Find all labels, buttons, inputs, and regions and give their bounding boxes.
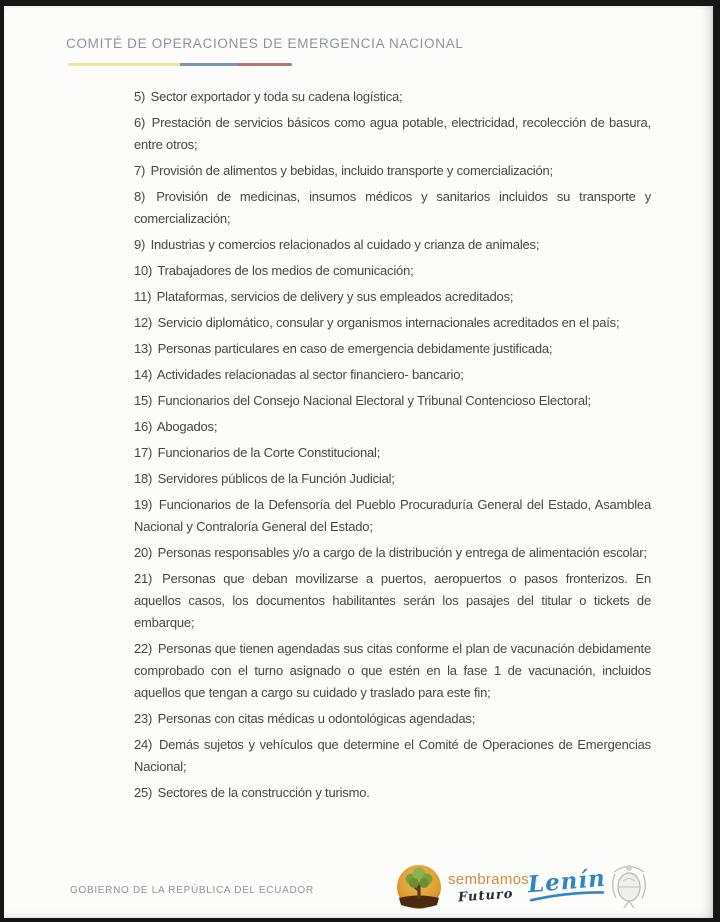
- item-text: Funcionarios de la Defensoría del Pueblo Procuraduría General del Estado, Asamblea Nacional y Contraloría General del Estado;: [134, 497, 651, 534]
- list-item: [134, 638, 651, 704]
- list-item: [134, 708, 651, 730]
- item-text: Personas particulares en caso de emergencia debidamente justificada;: [157, 341, 553, 356]
- item-number: 22): [134, 641, 153, 656]
- item-text: Industrias y comercios relacionados al cuidado y crianza de animales;: [150, 237, 540, 252]
- item-number: 13): [134, 341, 153, 356]
- item-text: Personas con citas médicas u odontológicas agendadas;: [157, 711, 476, 726]
- futuro-text: Futuro: [457, 886, 514, 906]
- list-item: [134, 312, 651, 334]
- list-item: [134, 186, 651, 230]
- item-number: 24): [134, 737, 153, 752]
- item-number: 23): [134, 711, 153, 726]
- list-item: [134, 542, 651, 564]
- ecuador-coat-of-arms-icon: [606, 860, 652, 912]
- flag-red-segment: [238, 63, 292, 66]
- item-number: 20): [134, 545, 153, 560]
- item-number: 18): [134, 471, 153, 486]
- decree-list: [134, 86, 651, 808]
- item-number: 19): [134, 497, 153, 512]
- sembramos-tree-icon: [396, 864, 442, 910]
- item-text: Servicio diplomático, consular y organismos internacionales acreditados en el país;: [157, 315, 620, 330]
- item-text: Servidores públicos de la Función Judicial;: [157, 471, 395, 486]
- item-number: 10): [134, 263, 153, 278]
- list-item: [134, 390, 651, 412]
- item-text: Provisión de medicinas, insumos médicos y sanitarios incluidos su transporte y comercialización;: [134, 189, 651, 226]
- document-page: [4, 6, 713, 918]
- item-text: Prestación de servicios básicos como agua potable, electricidad, recolección de basura, entre otros;: [134, 115, 651, 152]
- list-item: [134, 338, 651, 360]
- list-item: [134, 364, 651, 386]
- lenin-signature: [527, 865, 607, 904]
- item-text: Demás sujetos y vehículos que determine el Comité de Operaciones de Emergencias Nacional;: [134, 737, 651, 774]
- item-text: Funcionarios de la Corte Constitucional;: [157, 445, 381, 460]
- item-text: Personas que deban movilizarse a puertos, aeropuertos o pasos fronterizos. En aquellos casos, los documentos habilitantes serán los pasajes del titular o tickets de embarque;: [134, 571, 651, 630]
- item-number: 8): [134, 189, 146, 204]
- item-text: Sectores de la construcción y turismo.: [157, 785, 370, 800]
- item-text: Personas responsables y/o a cargo de la distribución y entrega de alimentación escolar;: [157, 545, 647, 560]
- item-number: 9): [134, 237, 146, 252]
- lenin-signature-text: Lenín: [526, 864, 607, 899]
- item-text: Provisión de alimentos y bebidas, incluido transporte y comercialización;: [150, 163, 553, 178]
- list-item: [134, 86, 651, 108]
- item-number: 12): [134, 315, 153, 330]
- footer-government-text: GOBIERNO DE LA REPÚBLICA DEL ECUADOR: [70, 885, 314, 896]
- item-number: 25): [134, 785, 153, 800]
- item-number: 6): [134, 115, 146, 130]
- flag-yellow-segment: [68, 63, 180, 66]
- item-text: Funcionarios del Consejo Nacional Electoral y Tribunal Contencioso Electoral;: [157, 393, 591, 408]
- item-text: Abogados;: [156, 419, 218, 434]
- list-item: [134, 442, 651, 464]
- sembramos-logo: [396, 864, 529, 910]
- flag-blue-segment: [180, 63, 238, 66]
- item-number: 15): [134, 393, 153, 408]
- page-title: COMITÉ DE OPERACIONES DE EMERGENCIA NACIONAL: [66, 36, 464, 51]
- sembramos-wordmark: [448, 871, 530, 906]
- item-number: 16): [134, 419, 153, 434]
- item-text: Sector exportador y toda su cadena logística;: [150, 89, 403, 104]
- item-text: Personas que tienen agendadas sus citas conforme el plan de vacunación debidamente comprobado con el turno asignado o que estén en la fase 1 de vacunación, incluidos aquellos que tengan a cargo su cuidado y traslado para este fin;: [134, 641, 651, 700]
- sembramos-text: sembramos: [448, 871, 530, 888]
- ecuador-flag-divider: [68, 63, 292, 66]
- list-item: [134, 234, 651, 256]
- item-number: 7): [134, 163, 146, 178]
- list-item: [134, 568, 651, 634]
- item-text: Trabajadores de los medios de comunicación;: [157, 263, 414, 278]
- list-item: [134, 286, 651, 308]
- item-text: Plataformas, servicios de delivery y sus empleados acreditados;: [156, 289, 514, 304]
- list-item: [134, 468, 651, 490]
- list-item: [134, 260, 651, 282]
- item-text: Actividades relacionadas al sector financiero- bancario;: [156, 367, 464, 382]
- item-number: 21): [134, 571, 153, 586]
- list-item: [134, 160, 651, 182]
- list-item: [134, 112, 651, 156]
- item-number: 11): [134, 289, 152, 304]
- list-item: [134, 494, 651, 538]
- item-number: 17): [134, 445, 153, 460]
- list-item: [134, 416, 651, 438]
- list-item: [134, 734, 651, 778]
- list-item: [134, 782, 651, 804]
- item-number: 5): [134, 89, 146, 104]
- item-number: 14): [134, 367, 153, 382]
